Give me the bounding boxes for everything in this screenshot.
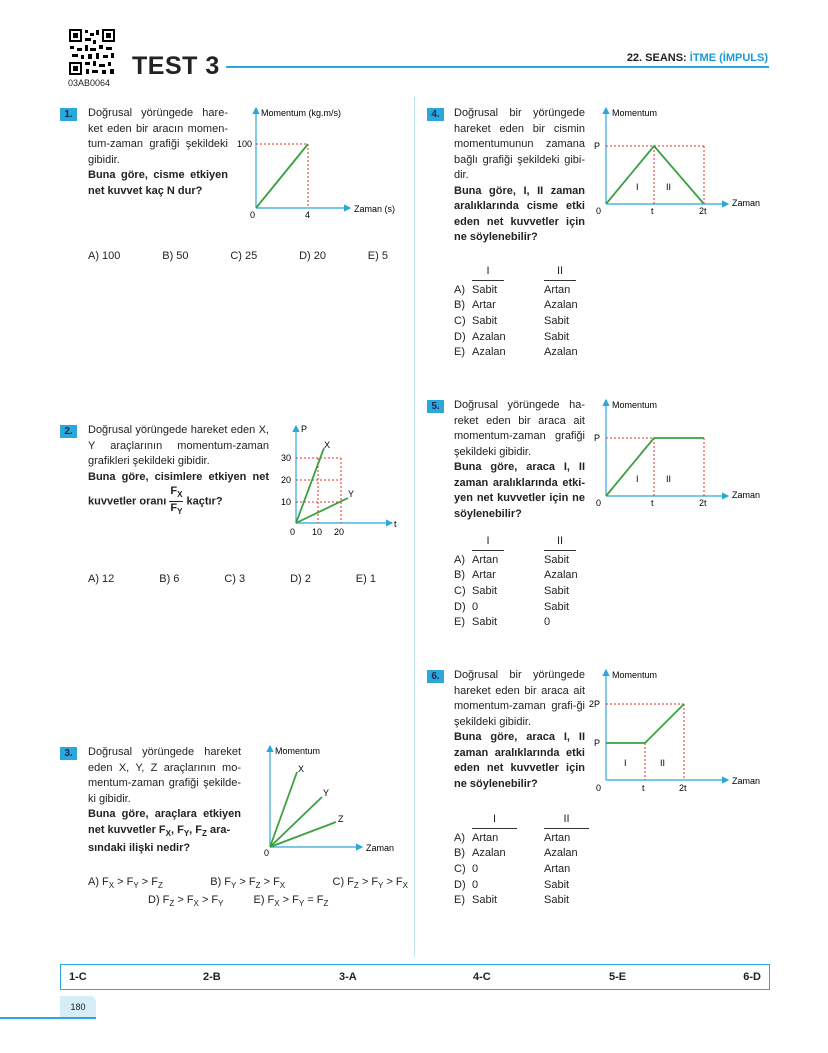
series-label: Z	[338, 814, 344, 824]
option-row[interactable]: E) Sabit Sabit	[454, 894, 570, 907]
page-title: TEST 3	[132, 52, 220, 80]
column-divider	[414, 97, 415, 957]
x-axis-label: t	[394, 519, 397, 529]
q3-question: Buna göre, araçlara etkiyen net kuvvetler $F_X$, $F_Y$, $F_Z$ ara-	[88, 808, 241, 838]
y-tick-label: 30	[281, 453, 292, 463]
q5-chart	[590, 394, 768, 514]
y-axis-label: Momentum (kg.m/s)	[261, 108, 342, 118]
momentum-line	[606, 146, 704, 204]
option-c[interactable]: C) $F_Z > F_Y > F_X$	[332, 876, 408, 891]
page-number: 180	[60, 996, 96, 1018]
q3-options	[88, 875, 408, 911]
option-b[interactable]: B) $F_Y > F_Z > F_X$	[210, 876, 286, 891]
qr-code-icon	[68, 28, 116, 76]
answer-key	[60, 964, 770, 990]
x-tick-label: 4	[305, 210, 311, 220]
q5-answer-table: I II A) Artan Sabit B) Artar Azalan C) Sabit Sabit D) 0 Sabit E) Sabit 0	[454, 534, 578, 631]
session-prefix: 22. SEANS:	[626, 52, 690, 64]
option[interactable]: B) 6	[159, 573, 180, 585]
answer-item: 3-A	[339, 971, 357, 983]
x-tick-label: 0	[290, 527, 296, 537]
q1-options	[88, 250, 388, 262]
y-tick-label: 100	[237, 139, 253, 149]
y-tick-label: 10	[281, 497, 292, 507]
question-1-text	[88, 106, 228, 199]
question-number: 4.	[427, 108, 444, 121]
y-tick-label: 20	[281, 475, 292, 485]
x-tick-label: 20	[334, 527, 345, 537]
option[interactable]: B) 50	[162, 250, 189, 262]
option[interactable]: D) 20	[299, 250, 326, 262]
series-z-line	[270, 822, 336, 847]
q6-question: Buna göre, araca I, II zaman aralıklarında etki eden net kuvvetler için ne söylenebilir?	[454, 731, 585, 790]
y-tick-label: P	[594, 433, 601, 443]
series-label: X	[298, 764, 305, 774]
x-axis-label: Zaman (s)	[354, 204, 396, 214]
option[interactable]: C) 3	[224, 573, 246, 585]
answer-item: 6-D	[743, 971, 761, 983]
option-row[interactable]: E) Sabit 0	[454, 616, 551, 629]
question-4-text	[454, 106, 585, 246]
x-axis-label: Zaman	[732, 490, 761, 500]
option-row[interactable]: C) Sabit Sabit	[454, 315, 570, 328]
q6-chart	[588, 664, 768, 794]
question-number: 5.	[427, 400, 444, 413]
option-row[interactable]: B) Artar Azalan	[454, 299, 578, 312]
option[interactable]: A) 12	[88, 573, 115, 585]
q4-question: Buna göre, I, II zaman aralıklarında cisme etki eden net kuvvetler için ne söylenebilir?	[454, 184, 585, 243]
option[interactable]: D) 2	[290, 573, 311, 585]
q1-question: Buna göre, cisme etkiyen net kuvvet kaç N dur?	[88, 169, 228, 197]
x-tick-label: 10	[312, 527, 323, 537]
x-tick-label: t	[651, 206, 654, 216]
q3-chart	[262, 740, 402, 860]
option[interactable]: E) 5	[367, 250, 388, 262]
x-tick-label: t	[642, 783, 645, 793]
y-axis-label: Momentum	[275, 746, 321, 756]
question-number: 3.	[60, 747, 77, 760]
series-label: Y	[348, 489, 355, 499]
answer-item: 2-B	[203, 971, 221, 983]
q2-question: Buna göre, cisimlere etkiyen net kuvvetler oranı	[88, 470, 269, 508]
question-2-text	[88, 423, 269, 518]
option-row[interactable]: D) 0 Sabit	[454, 600, 570, 613]
force-ratio: $\frac{F_X}{F_Y}$	[170, 485, 183, 517]
header-rule	[226, 66, 769, 68]
x-tick-label: 2t	[679, 783, 687, 793]
q2-question-end: kaçtır?	[186, 495, 223, 508]
q2-stem: Doğrusal yörüngede hareket eden X, Y araçlarının momentum-zaman grafikleri şekildeki gibidir.	[88, 424, 269, 467]
option-row[interactable]: D) Azalan Sabit	[454, 330, 570, 343]
series-label: X	[324, 440, 331, 450]
x-tick-label: 2t	[699, 498, 707, 508]
option-row[interactable]: B) Azalan Azalan	[454, 847, 578, 860]
option-row[interactable]: C) 0 Artan	[454, 863, 571, 876]
question-3-text	[88, 745, 241, 857]
q5-question: Buna göre, araca I, II zaman aralıklarında etki-yen net kuvvetler için ne söylenebilir?	[454, 461, 585, 520]
question-number: 1.	[60, 108, 77, 121]
region-label: I	[624, 758, 627, 768]
y-tick-label: P	[594, 141, 601, 151]
option[interactable]: A) 100	[88, 250, 121, 262]
option[interactable]: E) 1	[355, 573, 376, 585]
region-label: I	[636, 474, 639, 484]
option-d[interactable]: D) $F_Z > F_X > F_Y$	[148, 894, 224, 909]
y-axis-label: P	[301, 424, 308, 434]
x-tick-label: 0	[596, 498, 602, 508]
question-6-text	[454, 668, 585, 792]
q4-chart	[590, 102, 768, 222]
footer-rule	[0, 1017, 96, 1019]
q3-question-end: sındaki ilişki nedir?	[88, 842, 191, 855]
y-axis-label: Momentum	[612, 400, 658, 410]
q6-stem: Doğrusal bir yörüngede hareket eden bir araca ait momentum-zaman grafi-ği şekildeki gibidir.	[454, 669, 585, 728]
region-label: I	[636, 182, 639, 192]
option-a[interactable]: A) $F_X > F_Y > F_Z$	[88, 876, 163, 891]
series-y-line	[270, 797, 322, 847]
q5-stem: Doğrusal yörüngede ha-reket eden bir araca ait momentum-zaman grafiği şekildeki gibidir.	[454, 399, 585, 458]
momentum-line	[606, 438, 704, 496]
x-tick-label: 0	[596, 206, 602, 216]
region-label: II	[666, 474, 672, 484]
x-tick-label: 0	[264, 848, 270, 858]
momentum-line	[606, 704, 684, 743]
option-row[interactable]: D) 0 Sabit	[454, 878, 570, 891]
answer-item: 4-C	[473, 971, 491, 983]
region-label: II	[666, 182, 672, 192]
answer-item: 5-E	[609, 971, 627, 983]
x-tick-label: 2t	[699, 206, 707, 216]
session-topic: İTME (İMPULS)	[689, 52, 768, 64]
option-row[interactable]: A) Artan Artan	[454, 831, 571, 844]
option-row[interactable]: C) Sabit Sabit	[454, 585, 570, 598]
x-axis-label: Zaman	[732, 776, 761, 786]
x-axis-label: Zaman	[366, 843, 395, 853]
answer-item: 1-C	[69, 971, 87, 983]
y-axis-label: Momentum	[612, 108, 658, 118]
series-x-line	[270, 772, 297, 847]
question-number: 2.	[60, 425, 77, 438]
x-axis-label: Zaman	[732, 198, 761, 208]
q2-options	[88, 573, 376, 585]
q3-stem: Doğrusal yörüngede hareket eden X, Y, Z araçlarının mo-mentum-zaman grafiği şekilde-ki gibidir.	[88, 746, 241, 805]
y-tick-label: P	[594, 738, 601, 748]
y-tick-label: 2P	[589, 699, 601, 709]
q4-stem: Doğrusal bir yörüngede hareket eden bir cismin momentumunun zamana bağlı grafiği şekildeki gibi-dir.	[454, 107, 585, 181]
q1-chart	[232, 102, 407, 222]
test-code: 03AB0064	[68, 78, 111, 88]
momentum-line	[256, 144, 308, 208]
q1-stem: Doğrusal yörüngede hare-ket eden bir aracın momen-tum-zaman grafiği şekildeki gibidir.	[88, 107, 228, 166]
option[interactable]: C) 25	[230, 250, 258, 262]
region-label: II	[660, 758, 666, 768]
q2-chart	[278, 420, 408, 540]
option-row[interactable]: A) Artan Sabit	[454, 553, 570, 566]
x-tick-label: 0	[250, 210, 256, 220]
option-row[interactable]: A) Sabit Artan	[454, 283, 571, 296]
option-row[interactable]: E) Azalan Azalan	[454, 346, 578, 359]
q6-answer-table: I II A) Artan Artan B) Azalan Azalan C) 0 Artan D) 0 Sabit E) Sabit Sabit	[454, 812, 589, 909]
x-tick-label: 0	[596, 783, 602, 793]
session-title	[627, 52, 768, 64]
q4-answer-table: I II A) Sabit Artan B) Artar Azalan C) Sabit Sabit D) Azalan Sabit E) Azalan Azalan	[454, 264, 578, 361]
series-label: Y	[323, 788, 330, 798]
option-row[interactable]: B) Artar Azalan	[454, 569, 578, 582]
y-axis-label: Momentum	[612, 670, 658, 680]
question-5-text	[454, 398, 585, 522]
x-tick-label: t	[651, 498, 654, 508]
option-e[interactable]: E) $F_X > F_Y = F_Z$	[253, 894, 329, 909]
question-number: 6.	[427, 670, 444, 683]
